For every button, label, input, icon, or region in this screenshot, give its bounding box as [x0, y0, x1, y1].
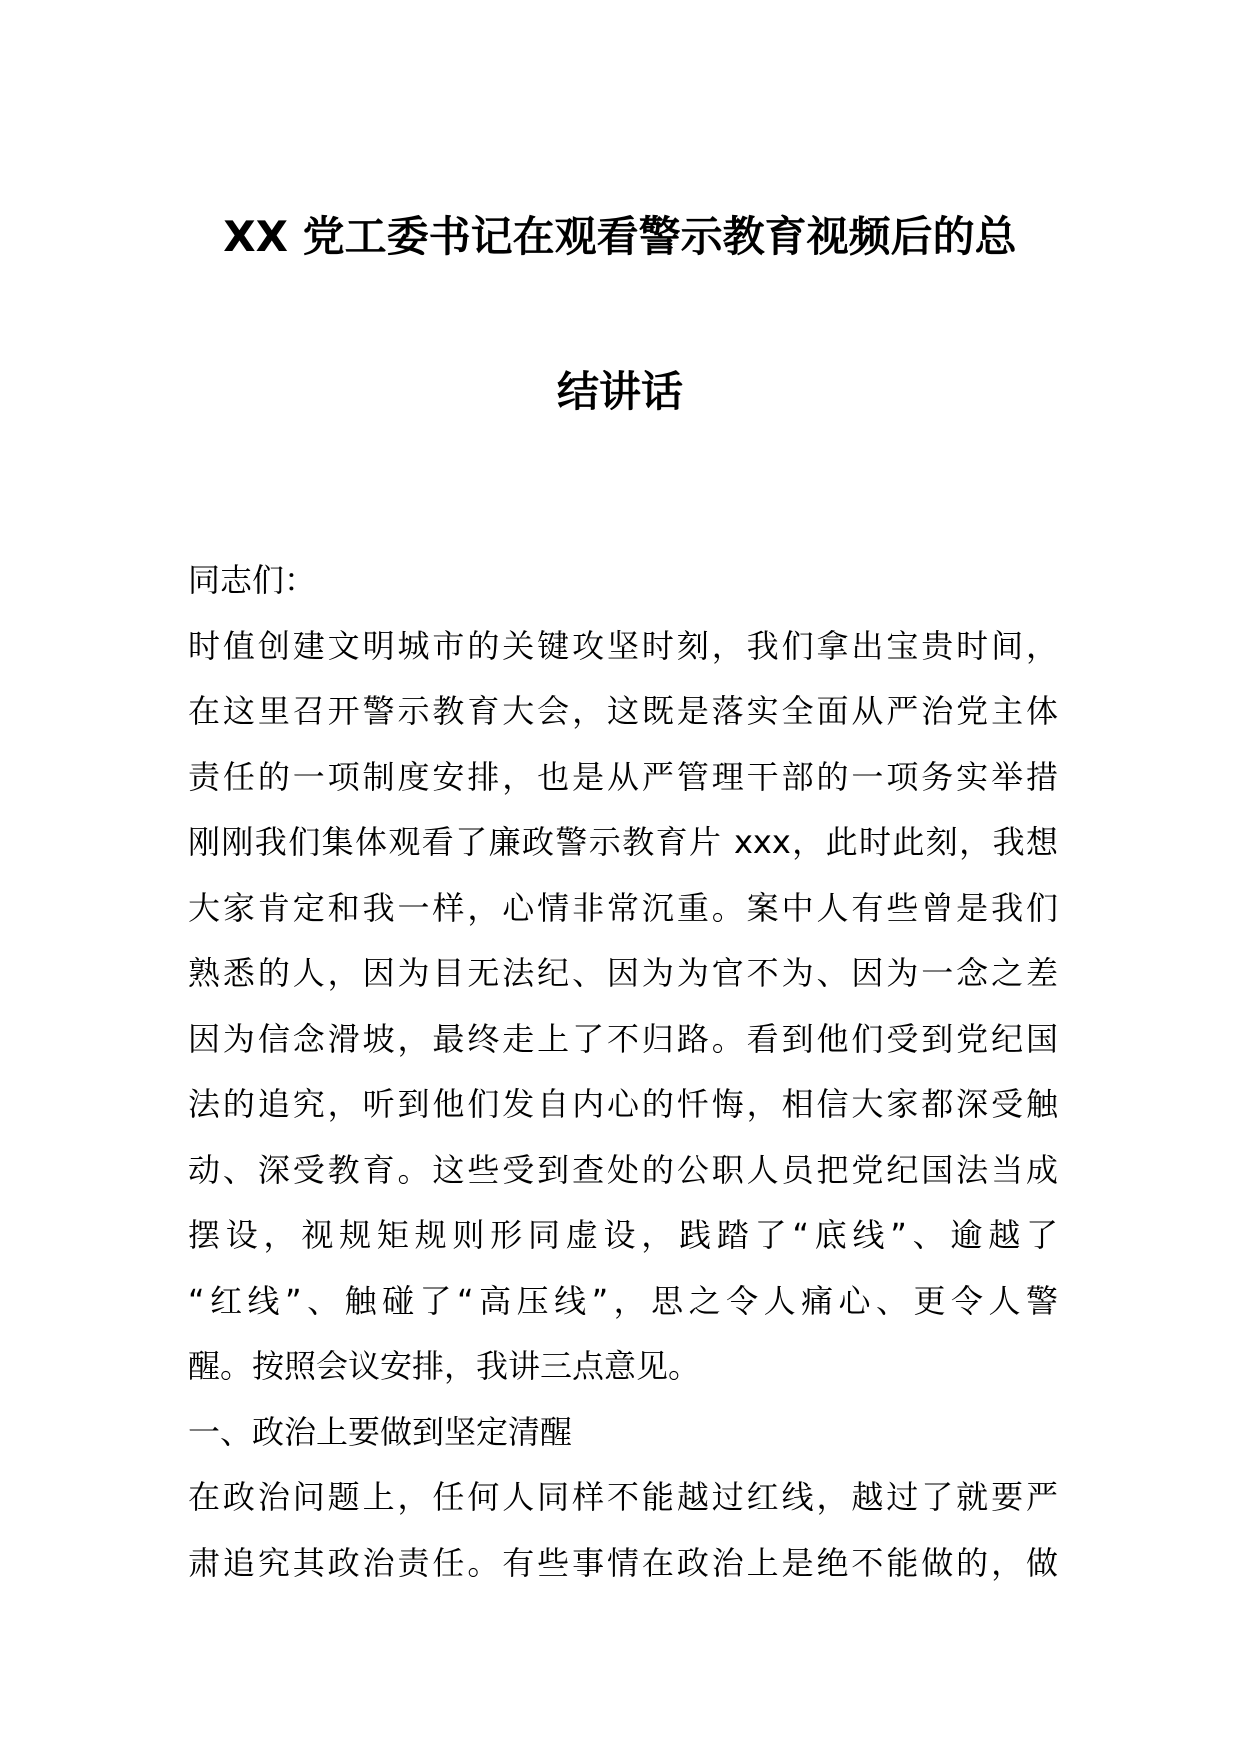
body-line: 时值创建文明城市的关键攻坚时刻，我们拿出宝贵时间， [188, 626, 1058, 665]
body-line: “红线”、触碰了“高压线”，思之令人痛心、更令人警 [188, 1281, 1058, 1320]
body-line: 在政治问题上，任何人同样不能越过红线，越过了就要严 [188, 1478, 1058, 1516]
body-line: 熟悉的人，因为目无法纪、因为为官不为、因为一念之差 [188, 954, 1058, 992]
section-heading: 一、政治上要做到坚定清醒 [188, 1412, 573, 1451]
salutation: 同志们： [188, 561, 317, 599]
body-line: 摆设，视规矩规则形同虚设，践踏了“底线”、逾越了 [188, 1216, 1058, 1254]
document-title-line-1: XX 党工委书记在观看警示教育视频后的总 [223, 212, 1017, 261]
document-body [188, 548, 1058, 1596]
body-line: 在这里召开警示教育大会，这既是落实全面从严治党主体 [188, 692, 1058, 730]
body-line: 因为信念滑坡，最终走上了不归路。看到他们受到党纪国 [188, 1019, 1058, 1058]
body-line: 刚刚我们集体观看了廉政警示教育片 xxx，此时此刻，我想 [188, 823, 1058, 861]
body-line: 醒。按照会议安排，我讲三点意见。 [188, 1347, 701, 1385]
body-line: 大家肯定和我一样，心情非常沉重。案中人有些曾是我们 [188, 888, 1058, 927]
body-line: 法的追究，听到他们发自内心的忏悔，相信大家都深受触 [188, 1085, 1058, 1123]
body-line: 动、深受教育。这些受到查处的公职人员把党纪国法当成 [188, 1150, 1058, 1189]
document-title-line-2: 结讲话 [556, 367, 683, 416]
body-line: 责任的一项制度安排，也是从严管理干部的一项务实举措 [188, 757, 1058, 796]
body-line: 肃追究其政治责任。有些事情在政治上是绝不能做的，做 [188, 1543, 1058, 1582]
